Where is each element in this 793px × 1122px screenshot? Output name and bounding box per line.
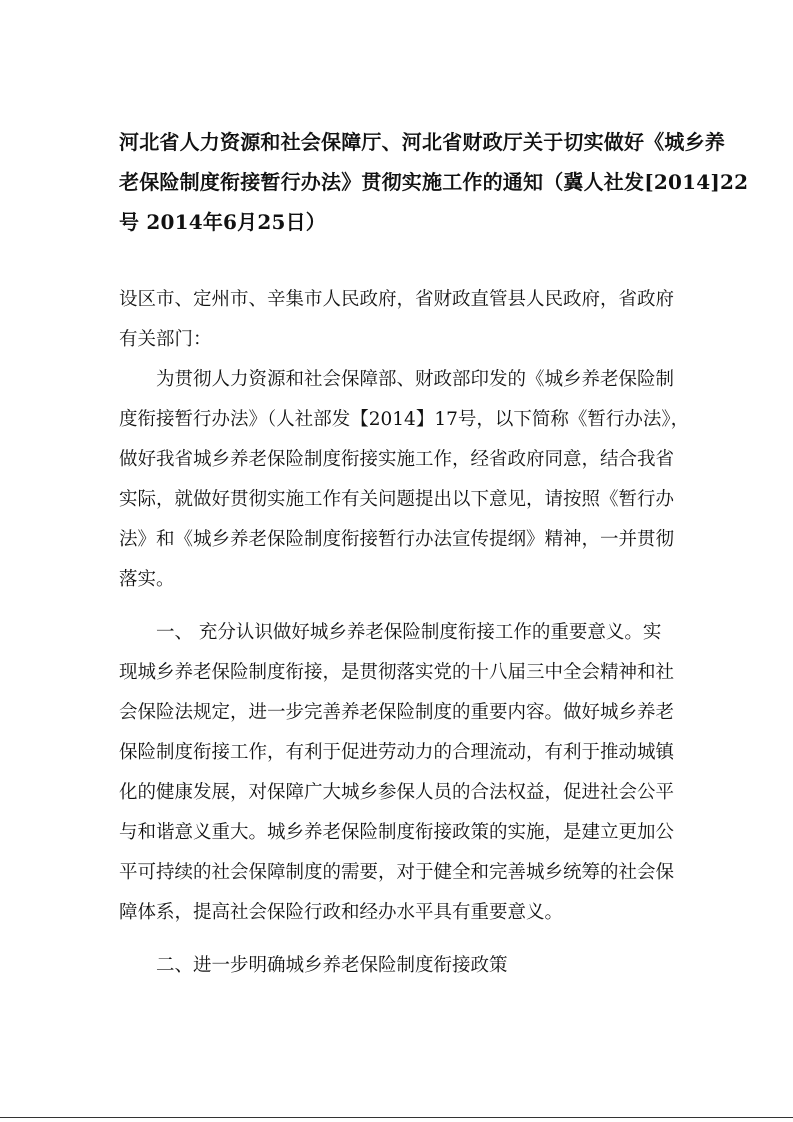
- body-line: 现城乡养老保险制度衔接，是贯彻落实党的十八届三中全会精神和社: [119, 662, 675, 683]
- body-line: 为贯彻人力资源和社会保障部、财政部印发的《城乡养老保险制: [156, 369, 675, 390]
- body-line: 度衔接暂行办法》（人社部发【2014】17号，以下简称《暂行办法》，: [119, 409, 690, 430]
- document-title: [119, 122, 749, 242]
- title-line-2: 老保险制度衔接暂行办法》贯彻实施工作的通知（冀人社发[2014]22: [119, 170, 749, 194]
- body-line: 与和谐意义重大。城乡养老保险制度衔接政策的实施，是建立更加公: [119, 822, 675, 843]
- body-line: 一、 充分认识做好城乡养老保险制度衔接工作的重要意义。实: [156, 622, 662, 643]
- body-line: 做好我省城乡养老保险制度衔接实施工作，经省政府同意，结合我省: [119, 449, 675, 470]
- body-line: 化的健康发展，对保障广大城乡参保人员的合法权益，促进社会公平: [119, 782, 675, 803]
- body-line: 保险制度衔接工作，有利于促进劳动力的合理流动，有利于推动城镇: [119, 742, 675, 763]
- body-line: 二、进一步明确城乡养老保险制度衔接政策: [156, 955, 508, 976]
- body-line: 实际，就做好贯彻实施工作有关问题提出以下意见，请按照《暂行办: [119, 489, 675, 510]
- body-line: 会保险法规定，进一步完善养老保险制度的重要内容。做好城乡养老: [119, 702, 675, 723]
- body-line: 落实。: [119, 569, 175, 590]
- body-line: 有关部门：: [119, 329, 212, 350]
- body-line: 设区市、定州市、辛集市人民政府，省财政直管县人民政府，省政府: [119, 289, 675, 310]
- body-line: 法》和《城乡养老保险制度衔接暂行办法宣传提纲》精神，一并贯彻: [119, 529, 675, 550]
- title-line-1: 河北省人力资源和社会保障厅、河北省财政厅关于切实做好《城乡养: [119, 130, 725, 154]
- body-line: 障体系，提高社会保险行政和经办水平具有重要意义。: [119, 902, 564, 923]
- title-line-3: 号 2014年6月25日）: [119, 210, 326, 234]
- page-bottom-rule: [0, 1117, 793, 1118]
- body-line: 平可持续的社会保障制度的需要，对于健全和完善城乡统筹的社会保: [119, 862, 675, 883]
